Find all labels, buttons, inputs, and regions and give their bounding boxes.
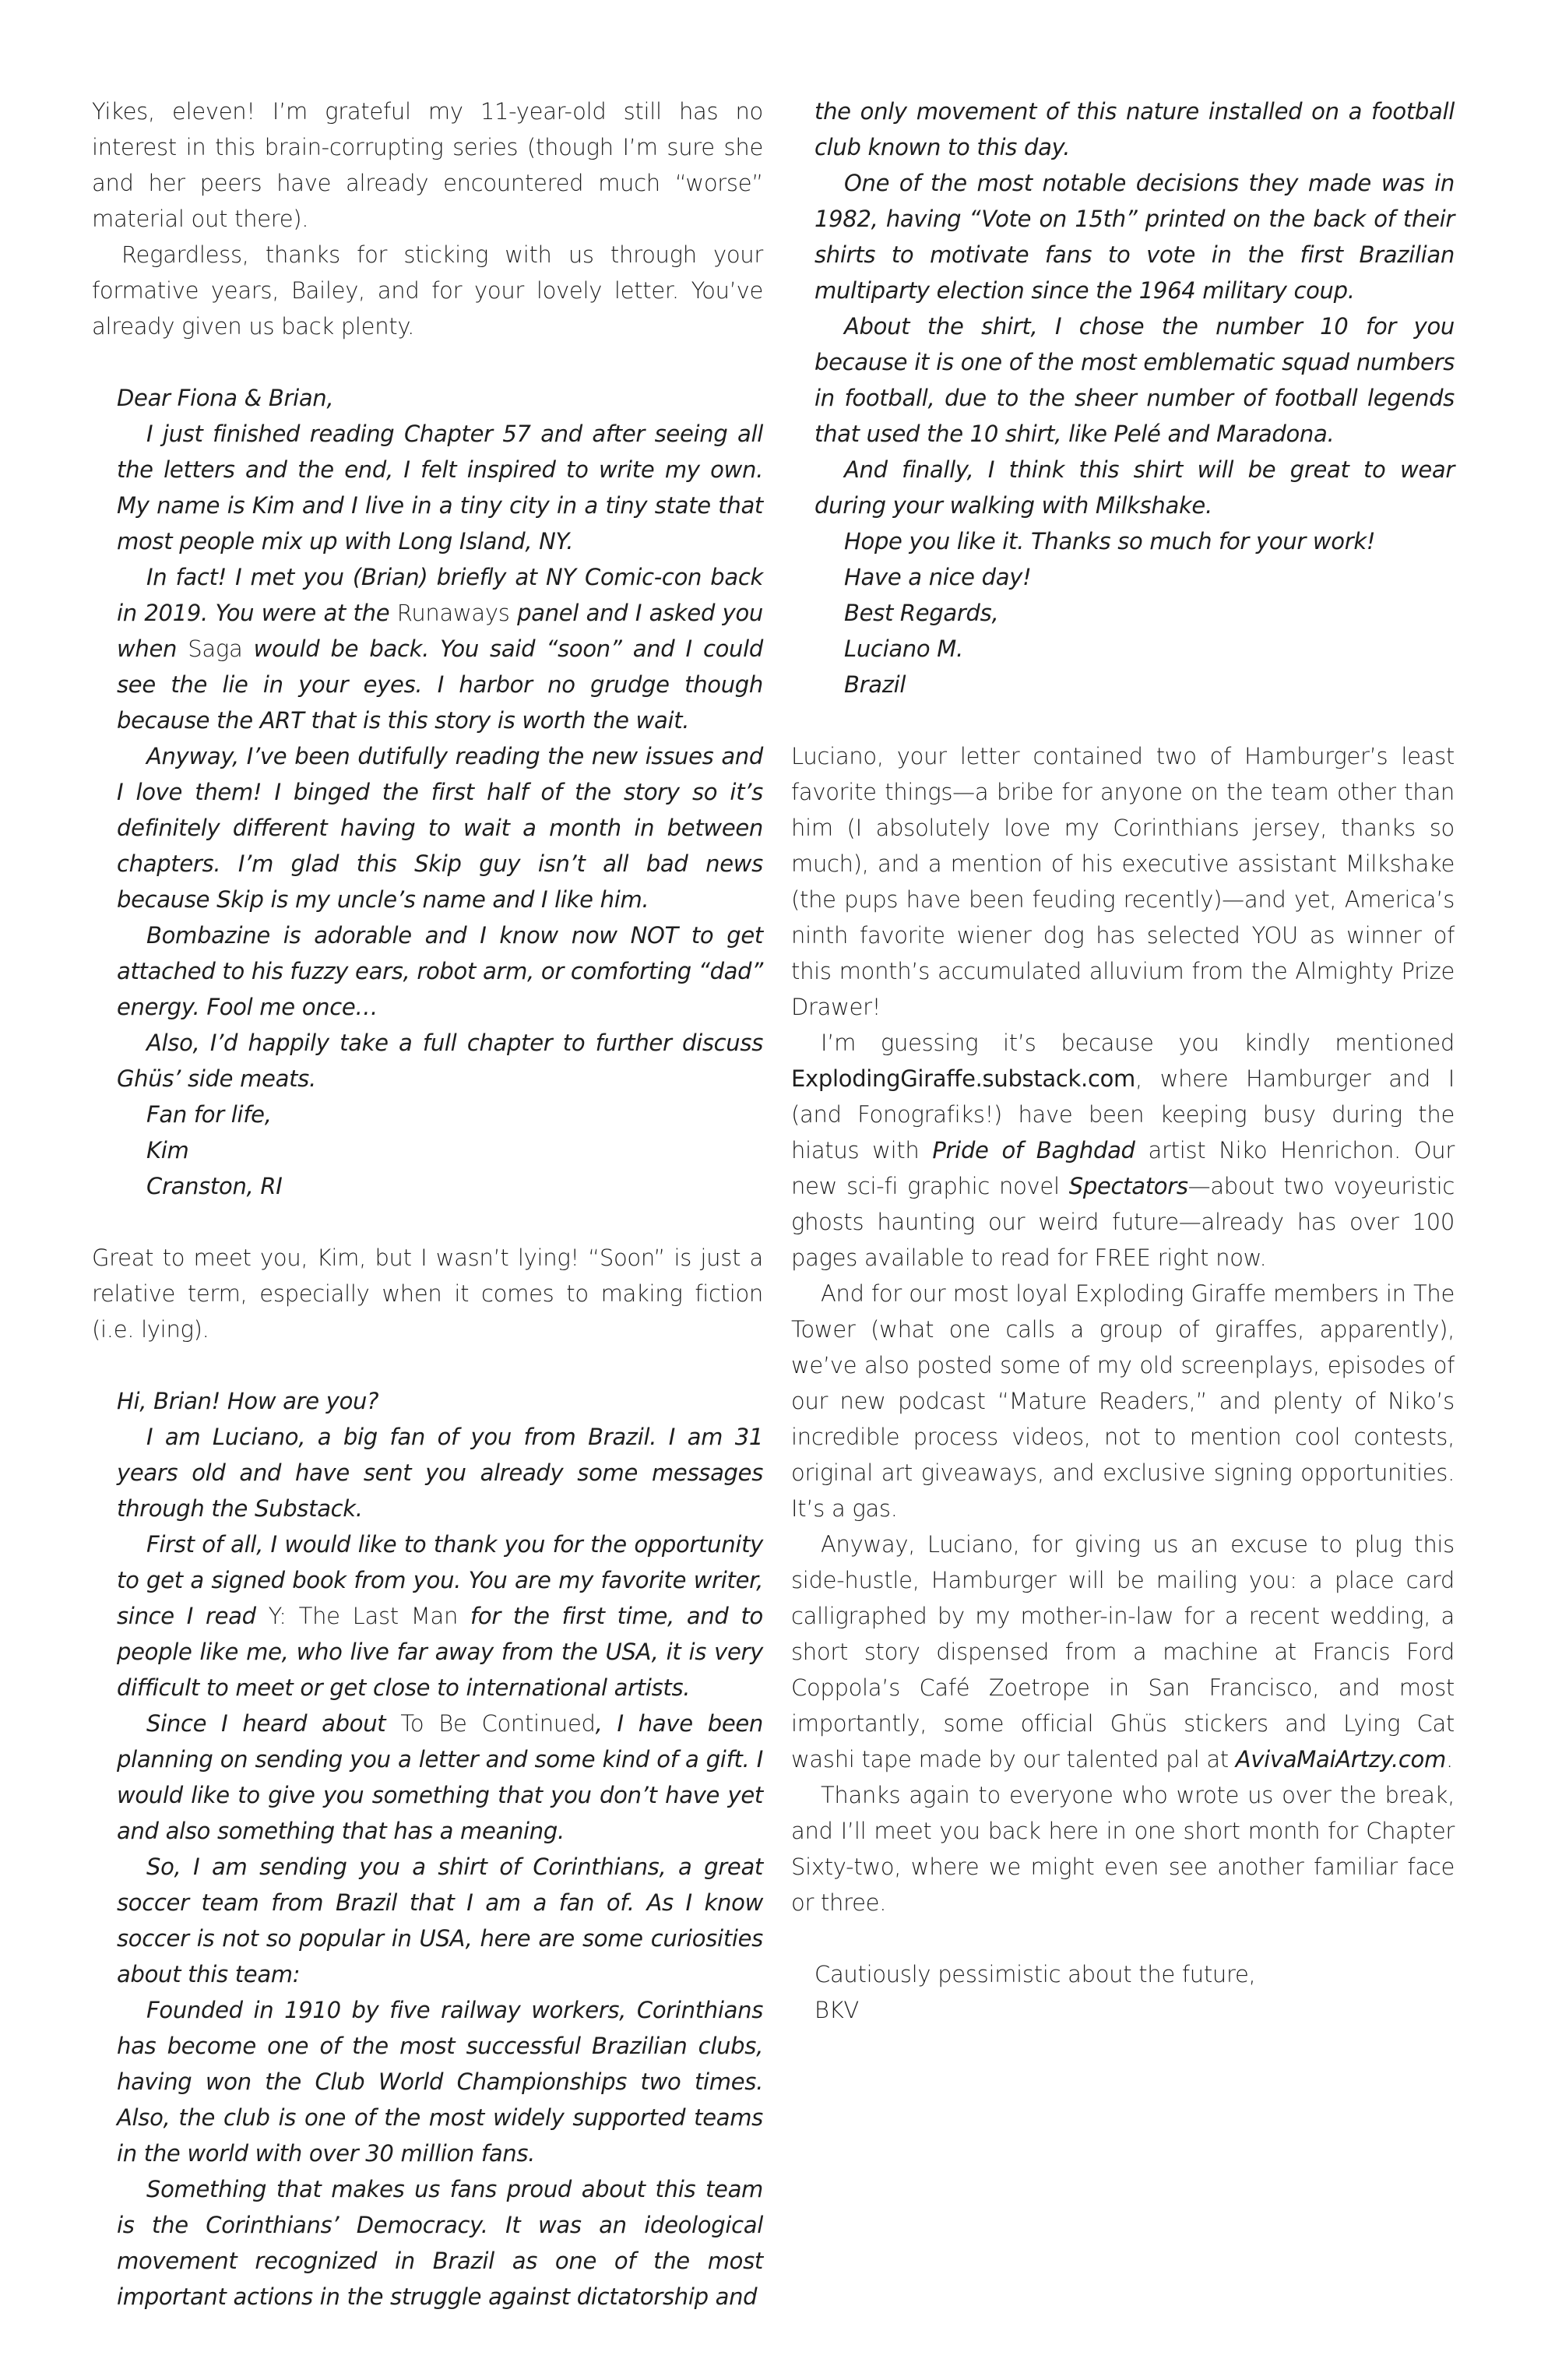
letter-luciano-name: Luciano M. [844, 635, 963, 662]
letter-luciano-paragraph-1: I am Luciano, a big fan of you from Brazil. I am 31 years old and have sent you already some messages through the Substack. [117, 1424, 763, 1522]
letter-luciano-paragraph-5: Founded in 1910 by five railway workers, Corinthians has become one of the most successful Brazilian clubs, having won the Club World Championships two times. Also, the club is one of the most widely supported teams in the world with over 30 million fans. [117, 1997, 763, 2167]
letter-luciano-paragraph-8: About the shirt, I chose the number 10 for you because it is one of the most emblematic squad numbers in football, due to the sheer number of football legends that used the 10 shirt, like Pelé and Maradona. [814, 313, 1455, 447]
letter-luciano-paragraph-6-end: the only movement of this nature installed on a football club known to this day. [814, 98, 1455, 160]
text-run: —about two voyeuristic ghosts haunting our weird future—already has over 100 pages available to read for FREE right now. [791, 1173, 1455, 1271]
letter-luciano-paragraph-6: Something that makes us fans proud about this team is the Corinthians’ Democracy. It was an ideological movement recognized in Brazil as one of the most important actions in the struggle against dictatorship and [117, 2176, 763, 2310]
right-column [791, 93, 1455, 2028]
title-to-be-continued: To Be Continued [400, 1710, 596, 1737]
text-run: Since I heard about [146, 1710, 401, 1737]
letter-luciano-signoff-3: Best Regards, [844, 600, 999, 626]
letter-kim [117, 380, 763, 1204]
title-pride-of-baghdad: Pride of Baghdad [932, 1137, 1135, 1164]
text-run: . [1445, 1746, 1453, 1773]
substack-link[interactable]: ExplodingGiraffe.substack.com [791, 1065, 1135, 1092]
closing-line: Cautiously pessimistic about the future, [814, 1961, 1256, 1987]
letter-luciano-paragraph-9: And finally, I think this shirt will be great to wear during your walking with Milkshake. [814, 456, 1455, 519]
text-run: would be back. You said “soon” and I could see the lie in your eyes. I harbor no grudge though because the ART that is this story is worth the wait. [117, 635, 763, 734]
intro-paragraph-2: Regardless, thanks for sticking with us through your formative years, Bailey, and for your lovely letter. You’ve already given us back plenty. [92, 241, 763, 340]
reply-luciano-paragraph-5: Thanks again to everyone who wrote us over the break, and I’ll meet you back here in one short month for Chapter Sixty-two, where we might even see another familiar face or three. [791, 1782, 1455, 1916]
letter-kim-signoff: Fan for life, [146, 1101, 272, 1128]
letter-kim-paragraph-5: Also, I’d happily take a full chapter to further discuss Ghüs’ side meats. [117, 1030, 763, 1092]
text-run: , where Hamburger and I (and Fonografiks!) have been keeping busy during the hiatus with [791, 1065, 1455, 1164]
reply-luciano-paragraph-2 [791, 1025, 1455, 1276]
letter-luciano [117, 1383, 763, 2315]
letter-luciano-paragraph-2 [117, 1526, 763, 1706]
letter-kim-paragraph-4: Bombazine is adorable and I know now NOT to get attached to his fuzzy ears, robot arm, or comforting “dad” energy. Fool me once… [117, 922, 763, 1020]
spacer [92, 1347, 763, 1383]
text-run: First of all, I would like to thank you for the opportunity to get a signed book from you. You are my favorite writer, since I read [117, 1531, 763, 1629]
text-run: panel and I asked you when [117, 600, 763, 662]
spacer [92, 344, 763, 380]
title-saga: Saga [188, 635, 243, 662]
letter-kim-salutation: Dear Fiona & Brian, [117, 385, 334, 411]
reply-luciano-paragraph-1: Luciano, your letter contained two of Hamburger’s least favorite things—a bribe for anyone on the team other than him (I absolutely love my Corinthians jersey, thanks so much), and a mention of his executive assistant Milkshake (the pups have been feuding recently)—and yet, America’s ninth favorite wiener dog has selected YOU as winner of this month’s accumulated alluvium from the Almighty Prize Drawer! [791, 743, 1455, 1020]
reply-luciano-paragraph-3: And for our most loyal Exploding Giraffe members in The Tower (what one calls a group of giraffes, apparently), we’ve also posted some of my old screenplays, episodes of our new podcast “Mature Readers,” and plenty of Niko’s incredible process videos, not to mention cool contests, original art giveaways, and exclusive signing opportunities. It’s a gas. [791, 1280, 1455, 1522]
spacer [791, 702, 1455, 738]
text-run: In fact! I met you (Brian) briefly at NY Comic-con back in 2019. You were at the [117, 564, 763, 626]
letter-kim-paragraph-3: Anyway, I’ve been dutifully reading the new issues and I love them! I binged the first half of the story so it’s definitely different having to wait a month in between chapters. I’m glad this Skip guy isn’t all bad news because Skip is my uncle’s name and I like him. [117, 743, 763, 913]
letter-luciano-salutation: Hi, Brian! How are you? [117, 1388, 379, 1414]
text-run: I’m guessing it’s because you kindly mentioned [821, 1030, 1455, 1056]
text-run: , I have been planning on sending you a letter and some kind of a gift. I would like to give you something that you don’t have yet and also something that has a meaning. [117, 1710, 764, 1844]
reply-luciano-paragraph-4 [791, 1526, 1455, 1777]
spacer [791, 1921, 1455, 1956]
title-spectators: Spectators [1068, 1173, 1188, 1199]
letter-luciano-location: Brazil [844, 671, 906, 698]
letter-luciano-paragraph-7: One of the most notable decisions they made was in 1982, having “Vote on 15th” printed on the back of their shirts to motivate fans to vote in the first Brazilian multiparty election since the 1964 military coup. [814, 170, 1455, 304]
letter-luciano-signoff-2: Have a nice day! [844, 564, 1032, 590]
letter-kim-location: Cranston, RI [146, 1173, 283, 1199]
letter-kim-paragraph-1: I just finished reading Chapter 57 and after seeing all the letters and the end, I felt inspired to write my own. My name is Kim and I live in a tiny city in a tiny state that most people mix up with Long Island, NY. [117, 421, 763, 555]
letter-luciano-continued [814, 93, 1455, 702]
reply-kim: Great to meet you, Kim, but I wasn’t lying! “Soon” is just a relative term, especially when it comes to making fiction (i.e. lying). [92, 1245, 763, 1343]
letter-luciano-paragraph-3 [117, 1706, 763, 1849]
text-run: Anyway, Luciano, for giving us an excuse to plug this side-hustle, Hamburger will be mailing you: a place card calligraphed by my mother-in-law for a recent wedding, a short story dispensed from a machine at Francis Ford Coppola’s Café Zoetrope in San Francisco, and most importantly, some official Ghüs stickers and Lying Cat washi tape made by our talented pal at [791, 1531, 1455, 1773]
spacer [92, 1204, 763, 1240]
closing-signature: BKV [814, 1997, 859, 2023]
letter-luciano-paragraph-4: So, I am sending you a shirt of Corinthians, a great soccer team from Brazil that I am a fan of. As I know soccer is not so popular in USA, here are some curiosities about this team: [117, 1854, 763, 1987]
title-runaways: Runaways [396, 600, 510, 626]
left-column [92, 93, 763, 2315]
text-run: for the first time, and to people like me, who live far away from the USA, it is very difficult to meet or get close to international artists. [117, 1603, 763, 1701]
text-run: artist Niko Henrichon. Our new sci-fi graphic novel [791, 1137, 1455, 1199]
letter-kim-name: Kim [146, 1137, 189, 1164]
letter-luciano-signoff-1: Hope you like it. Thanks so much for your work! [844, 528, 1376, 555]
letter-kim-paragraph-2 [117, 559, 763, 738]
aviva-site-link[interactable]: AvivaMaiArtzy.com [1235, 1746, 1446, 1773]
intro-paragraph-1: Yikes, eleven! I’m grateful my 11-year-old still has no interest in this brain-corrupting series (though I’m sure she and her peers have already encountered much “worse” material out there). [92, 98, 763, 232]
title-y-the-last-man: Y: The Last Man [268, 1603, 459, 1629]
